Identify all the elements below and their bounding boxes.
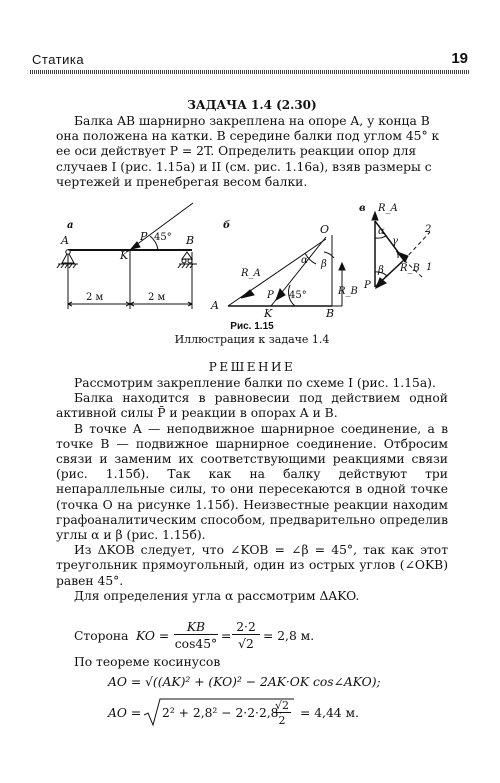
cos-heading: По теореме косинусов bbox=[74, 655, 221, 669]
label-a-A: A bbox=[61, 234, 69, 247]
problem-line: Балка AB шарнирно закреплена на опоре A, у конца B bbox=[74, 114, 430, 128]
solution-text bbox=[56, 376, 448, 604]
solution-paragraph: Балка находится в равновесии под действием одной активной силы P̄ и реакции в опорах A и B. bbox=[56, 391, 448, 421]
label-b-A: A bbox=[211, 299, 219, 312]
label-b-O: O bbox=[320, 223, 330, 236]
eq-label: Сторона bbox=[74, 629, 129, 643]
label-a-K: K bbox=[120, 249, 129, 262]
page-number: 19 bbox=[451, 50, 468, 67]
ao-frac-den: 2 bbox=[278, 714, 286, 727]
label-b-alpha: α bbox=[301, 255, 308, 266]
label-b-angle: 45° bbox=[289, 290, 307, 301]
label-b-RA: R_A bbox=[241, 268, 261, 279]
label-c-alpha: α bbox=[378, 226, 385, 237]
label-b-K: K bbox=[264, 307, 273, 320]
dim-1: 2 м bbox=[86, 292, 104, 303]
label-a-B: B bbox=[186, 234, 195, 247]
ao-lhs: AO = bbox=[108, 706, 142, 720]
panel-label-c: в bbox=[359, 203, 366, 214]
label-c-beta: β bbox=[378, 265, 384, 276]
solution-paragraph: Из ΔKOB следует, что ∠KOB = ∠β = 45°, так как этот треугольник прямоугольный, один из острых углов (∠OKB) равен 45°. bbox=[56, 543, 448, 588]
eq-result: = 2,8 м. bbox=[263, 629, 315, 643]
eq-frac2-num: 2·2 bbox=[232, 620, 260, 635]
label-a-P: P bbox=[140, 230, 148, 243]
label-b-RB: R_B bbox=[338, 286, 358, 297]
running-title: Статика bbox=[32, 52, 85, 67]
label-b-beta: β bbox=[321, 259, 327, 270]
ao-result: = 4,44 м. bbox=[300, 706, 359, 720]
problem-line: случаев I (рис. 1.15а) и II (см. рис. 1.16а), взяв размеры с bbox=[56, 159, 432, 174]
problem-line: она положена на катки. В середине балки под углом 45° к bbox=[56, 129, 440, 144]
eq-frac2-den: √2 bbox=[238, 637, 254, 651]
label-c-1: 1 bbox=[426, 262, 433, 273]
label-c-2: 2 bbox=[425, 224, 432, 235]
cos-heading-wrap bbox=[56, 655, 448, 670]
problem-line: чертежей и пренебрегая весом балки. bbox=[56, 174, 308, 189]
solution-paragraph: В точке A — неподвижное шарнирное соединение, а в точке B — подвижное шарнирное соединение. Отбросим связи и заменим их соответствующими реакциями связи (рис. 1.15б). Так как на балку действуют три непараллельные силы, то они пересекаются в одной точке (точка O на рисунке 1.15б). Неизвестные реакции находим графоаналитическим способом, предварительно определив углы α и β (рис. 1.15б). bbox=[56, 421, 448, 543]
figure-caption-text: Иллюстрация к задаче 1.4 bbox=[174, 333, 330, 346]
ao-frac-num: √2 bbox=[274, 699, 289, 712]
label-a-angle: 45° bbox=[154, 232, 172, 243]
panel-label-a: а bbox=[67, 220, 74, 231]
ao-body: 2² + 2,8² − 2·2·2,8· bbox=[162, 706, 283, 720]
solution-paragraph: Рассмотрим закрепление балки по схеме I (рис. 1.15а). bbox=[74, 376, 436, 390]
eq-lhs: KO = bbox=[136, 629, 170, 643]
solution-heading: РЕШЕНИЕ bbox=[208, 360, 296, 374]
label-c-RB: R_B bbox=[400, 263, 420, 274]
eq-frac1-den: cos45° bbox=[174, 637, 218, 651]
label-b-B: B bbox=[326, 307, 335, 320]
label-c-RA: R_A bbox=[378, 203, 398, 214]
solution-paragraph: Для определения угла α рассмотрим ΔAKO. bbox=[74, 588, 360, 603]
label-b-P: P bbox=[267, 290, 274, 301]
equation-ao-general: AO = √((AK)² + (KO)² − 2AK·OK cos∠AKO); bbox=[108, 675, 381, 689]
label-c-P: P bbox=[364, 280, 371, 291]
dim-2: 2 м bbox=[148, 292, 166, 303]
eq-frac1-num: KB bbox=[174, 620, 218, 635]
label-c-gamma: γ bbox=[392, 236, 398, 247]
problem-line: ее оси действует P = 2T. Определить реакции опор для bbox=[56, 144, 417, 159]
figure-caption-number: Рис. 1.15 bbox=[230, 321, 274, 332]
problem-title: ЗАДАЧА 1.4 (2.30) bbox=[187, 98, 317, 112]
panel-label-b: б bbox=[223, 220, 231, 231]
